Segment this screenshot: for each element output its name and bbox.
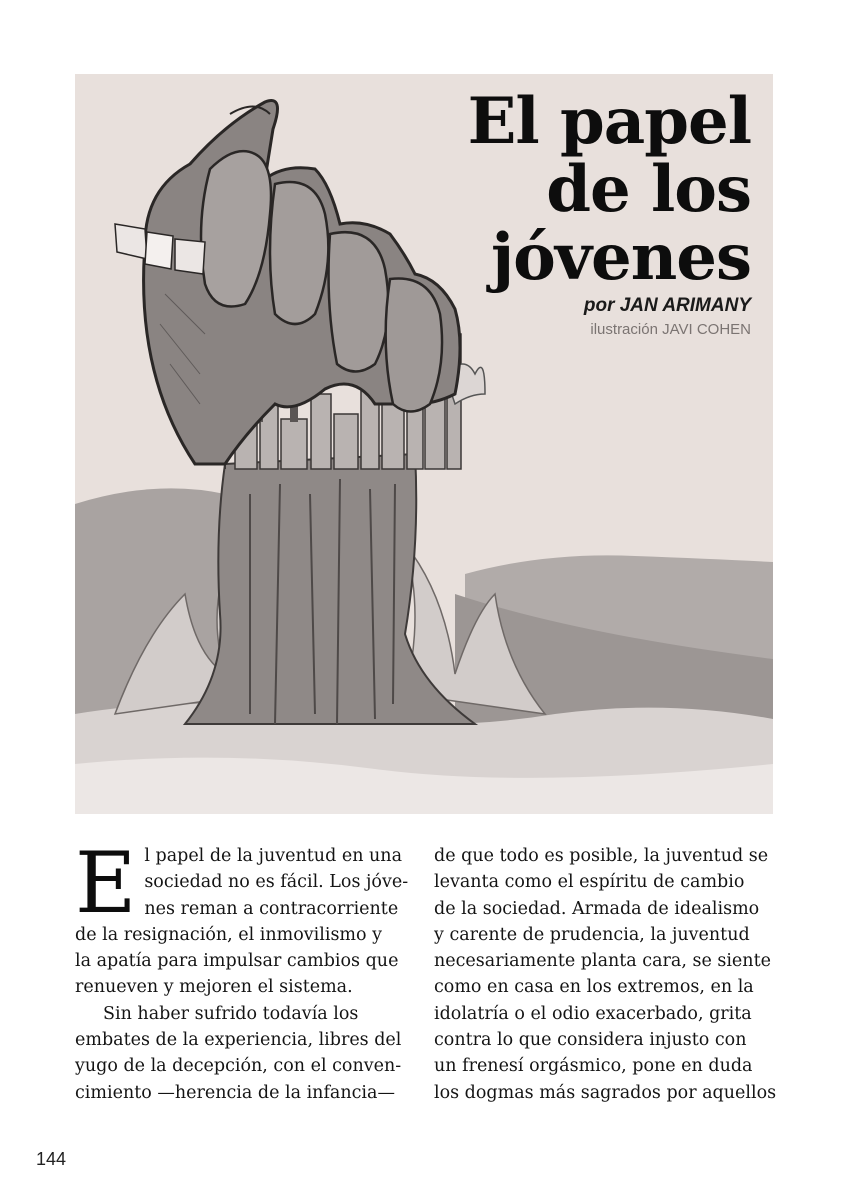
- page-number: 144: [36, 1149, 67, 1169]
- hero-illustration: [75, 74, 773, 814]
- text-line: necesariamente planta cara, se siente: [434, 951, 771, 972]
- text-line: como en casa en los extremos, en la: [434, 977, 754, 998]
- body-column-left: [75, 834, 415, 1106]
- paragraph-2: [75, 1001, 415, 1106]
- text-line: los dogmas más sagrados por aquellos: [434, 1082, 777, 1103]
- text-line: un frenesí orgásmico, pone en duda: [434, 1056, 753, 1077]
- text-line: y carente de prudencia, la juventud: [434, 924, 750, 945]
- title-line-3: jóvenes: [490, 220, 751, 295]
- title-line-2: de los: [546, 152, 751, 227]
- text-line: l papel de la juventud en una: [144, 846, 403, 866]
- illustration-credit: ilustración JAVI COHEN: [590, 321, 751, 338]
- paragraph-1: [75, 834, 415, 1001]
- article-title: [467, 84, 751, 295]
- drop-cap: E: [75, 834, 137, 932]
- text-line: yugo de la decepción, con el conven-: [75, 1056, 402, 1077]
- text-line: de que todo es posible, la juventud se: [434, 846, 769, 866]
- text-line: la apatía para impulsar cambios que: [75, 951, 399, 972]
- text-line: Sin haber sufrido todavía los: [103, 1003, 359, 1024]
- paragraph-2-continued: [434, 843, 777, 1106]
- text-line: contra lo que considera injusto con: [434, 1030, 747, 1051]
- title-line-1: El papel: [467, 84, 751, 159]
- text-line: de la resignación, el inmovilismo y: [75, 924, 383, 945]
- text-line: de la sociedad. Armada de idealismo: [434, 898, 760, 919]
- body-column-right: [434, 843, 777, 1106]
- text-line: nes reman a contracorriente: [144, 898, 399, 919]
- text-line: cimiento —herencia de la infancia—: [75, 1082, 395, 1103]
- text-line: idolatría o el odio exacerbado, grita: [434, 1003, 752, 1024]
- author-byline: por JAN ARIMANY: [583, 295, 751, 316]
- text-line: renueven y mejoren el sistema.: [75, 977, 353, 998]
- text-line: embates de la experiencia, libres del: [75, 1030, 402, 1051]
- text-line: sociedad no es fácil. Los jóve-: [144, 872, 409, 893]
- text-line: levanta como el espíritu de cambio: [434, 872, 745, 893]
